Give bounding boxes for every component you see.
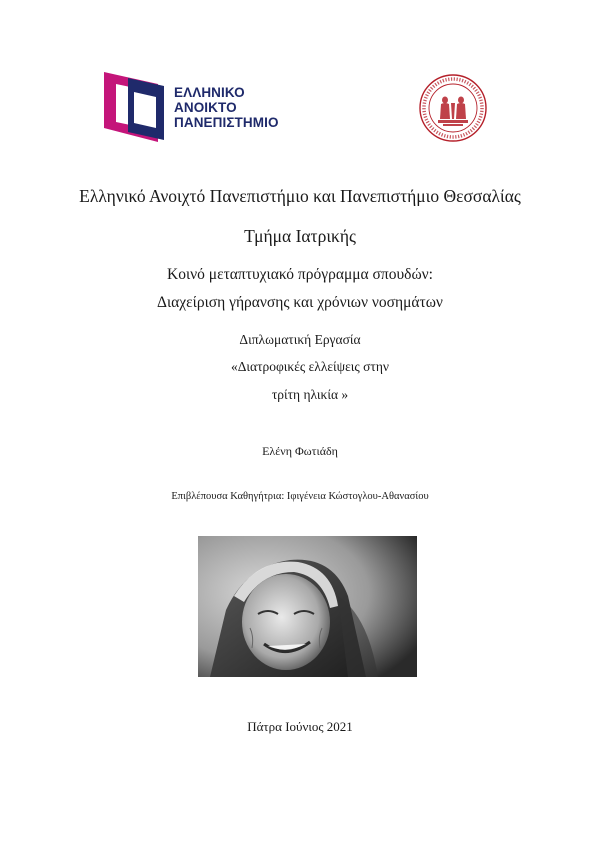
eap-logo-line-2: ΑΝΟΙΚΤΟ — [174, 100, 237, 115]
place-date: Πάτρα Ιούνιος 2021 — [247, 719, 353, 734]
eap-logo-mark-icon — [104, 70, 174, 142]
thesis-title-line-1: «Διατροφικές ελλείψεις στην — [230, 359, 390, 374]
supervisor-line: Επιβλέπουσα Καθηγήτρια: Ιφιγένεια Κώστογλου-Αθανασίου — [171, 491, 429, 502]
author-name: Ελένη Φωτιάδη — [262, 444, 338, 458]
cover-photo — [198, 536, 417, 677]
thesis-type: Διπλωματική Εργασία — [239, 332, 361, 347]
program-line-1: Κοινό μεταπτυχιακό πρόγραμμα σπουδών: — [167, 266, 433, 283]
university-seal-icon — [418, 73, 488, 143]
eap-logo-line-3: ΠΑΝΕΠΙΣΤΗΜΙΟ — [174, 115, 279, 130]
elderly-woman-photo-icon — [198, 536, 417, 677]
eap-logo — [104, 70, 294, 142]
eap-logo-line-1: ΕΛΛΗΝΙΚΟ — [174, 85, 245, 100]
program-line-2: Διαχείριση γήρανσης και χρόνιων νοσημάτων — [157, 294, 443, 311]
department-heading: Τμήμα Ιατρικής — [244, 226, 356, 246]
universities-heading: Ελληνικό Ανοιχτό Πανεπιστήμιο και Πανεπιστήμιο Θεσσαλίας — [79, 186, 521, 206]
eap-logo-text — [174, 85, 279, 130]
thesis-title-line-2: τρίτη ηλικία » — [271, 387, 349, 402]
